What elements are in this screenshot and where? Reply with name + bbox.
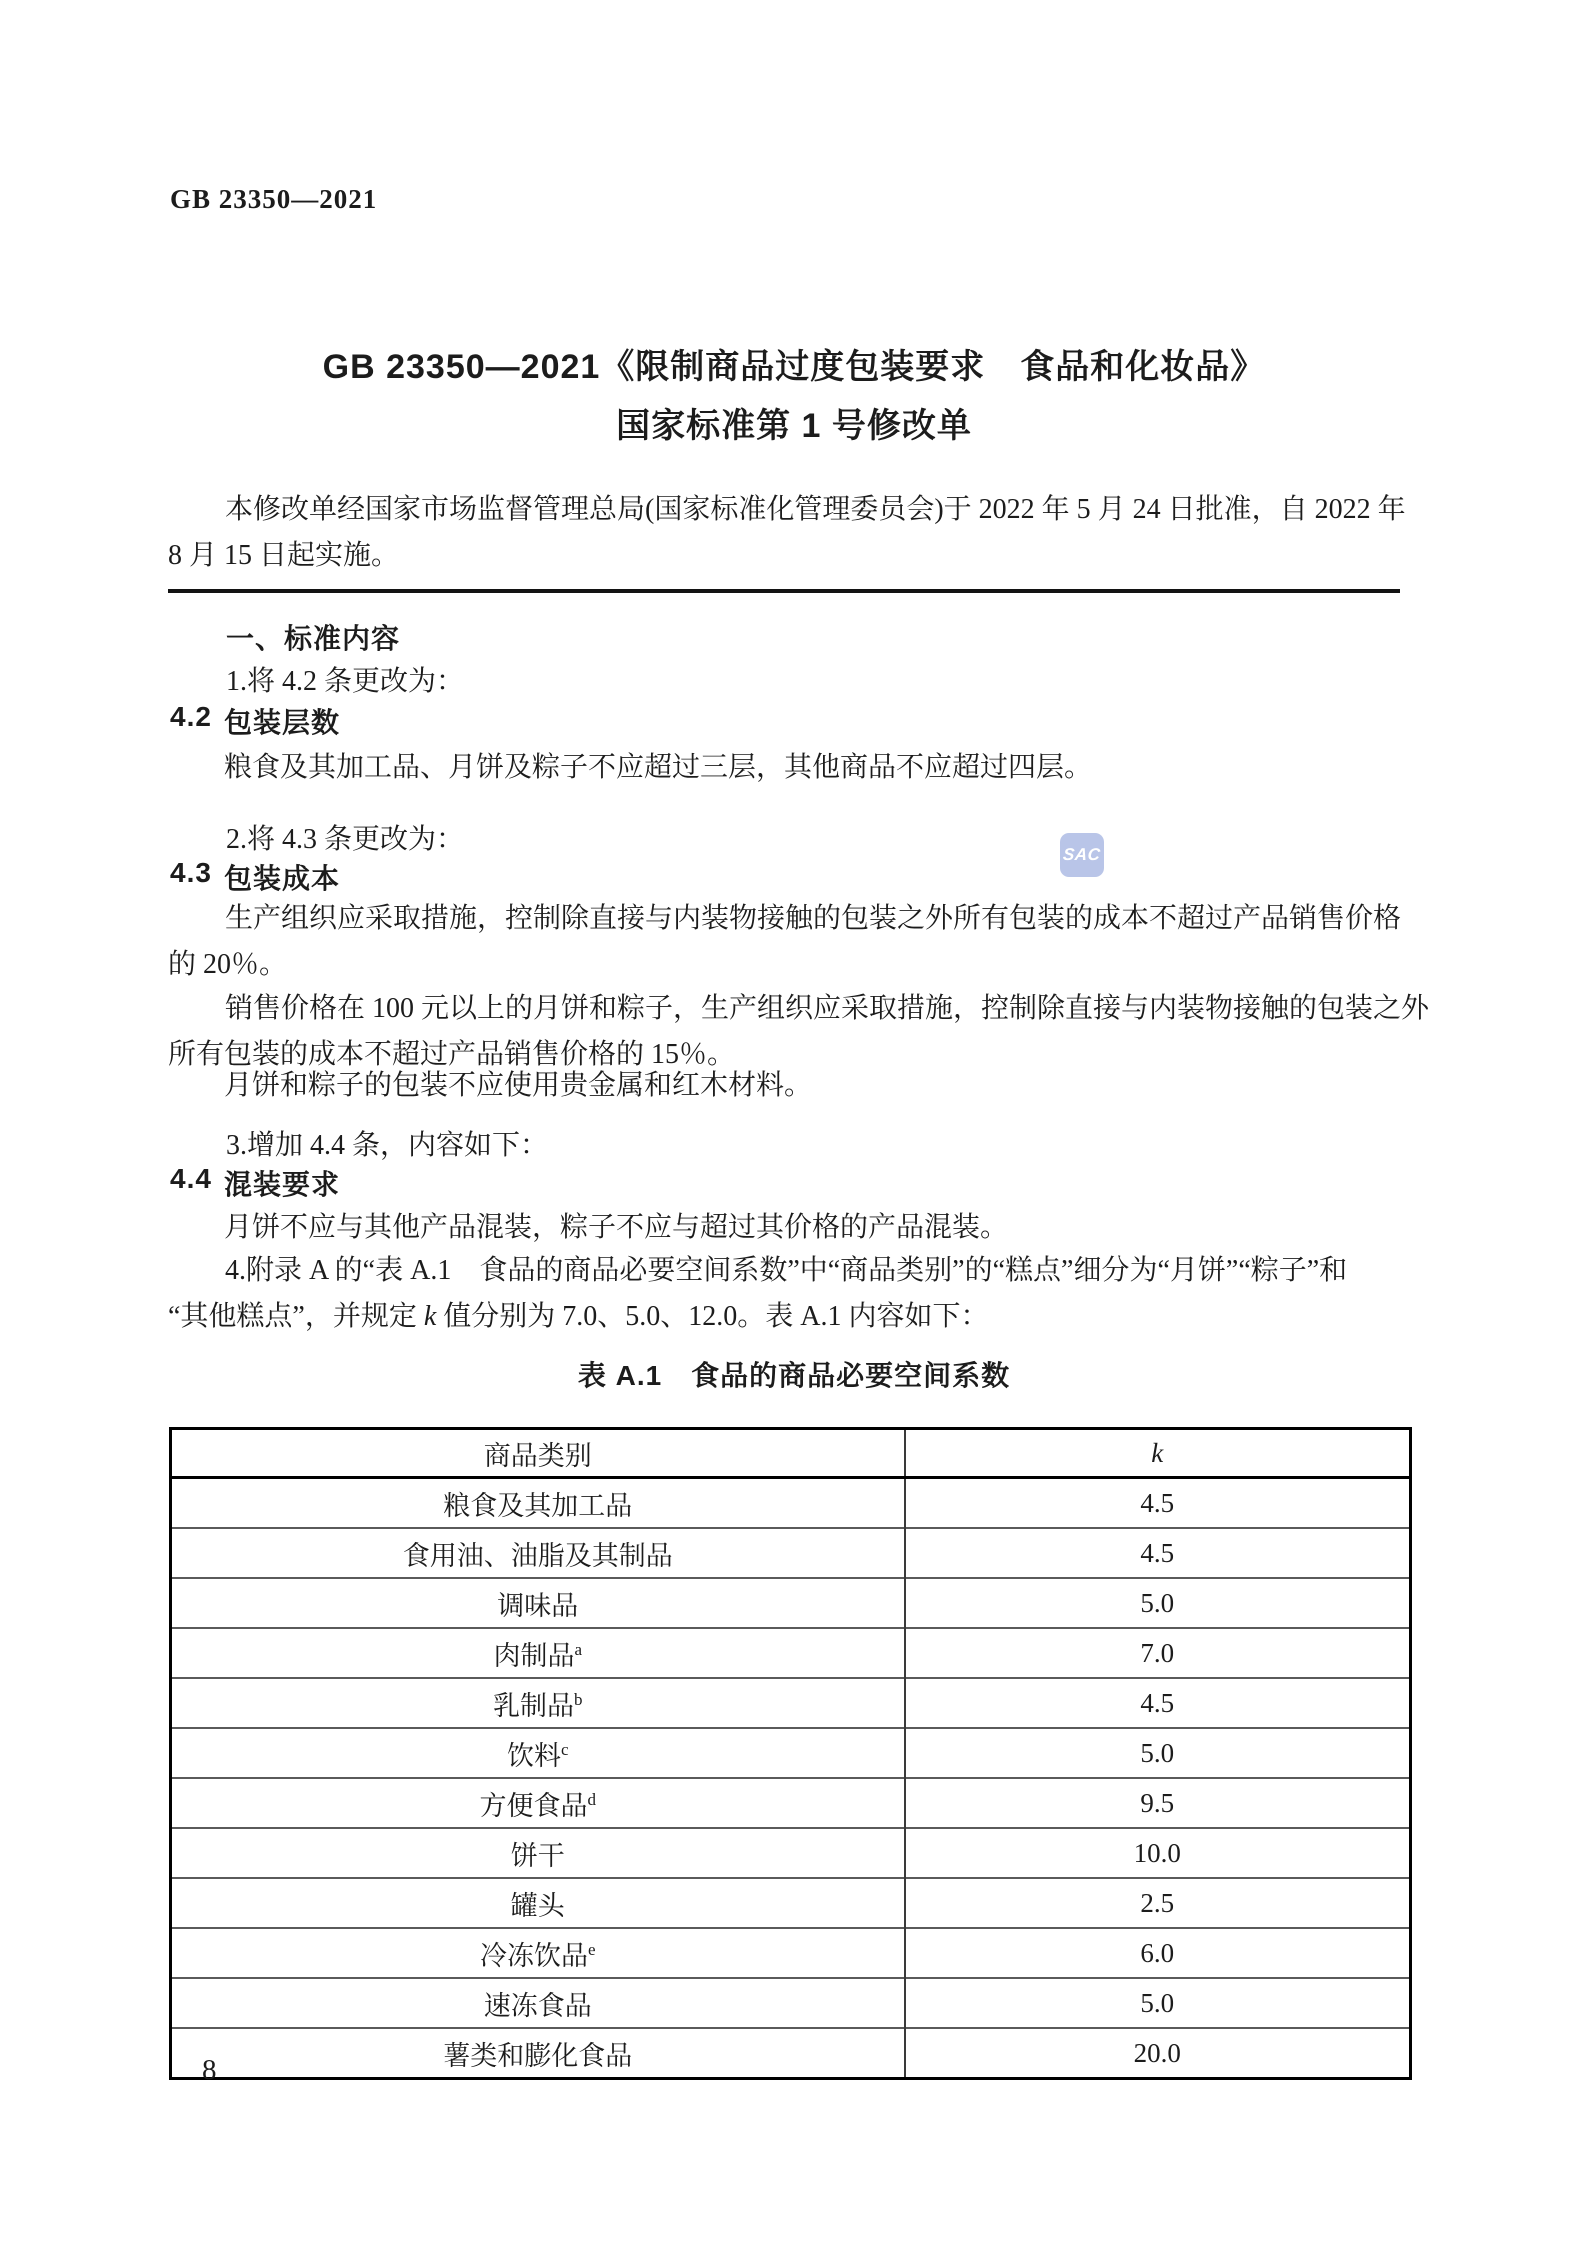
footnote-superscript: b <box>574 1689 583 1709</box>
approval-paragraph <box>168 487 1406 579</box>
table-header-row <box>171 1429 1411 1478</box>
clause-number: 4.4 <box>170 1163 212 1194</box>
table-row <box>171 2028 1411 2079</box>
clause-4-3-heading <box>170 857 340 897</box>
table-caption: 表 A.1 食品的商品必要空间系数 <box>577 1360 1011 1391</box>
clause-title: 包装层数 <box>224 707 341 738</box>
space-coefficient-table <box>169 1427 1412 2080</box>
clause-title: 混装要求 <box>224 1169 341 1200</box>
table-row <box>171 1528 1411 1578</box>
paragraph-line: 所有包装的成本不超过产品销售价格的 15％。 <box>168 1039 736 1070</box>
paragraph-line: 生产组织应采取措施，控制除直接与内装物接触的包装之外所有包装的成本不超过产品销售价格 <box>225 903 1402 934</box>
clause-4-3-paragraph3: 月饼和粽子的包装不应使用贵金属和红木材料。 <box>224 1070 813 1101</box>
category-text: 调味品 <box>497 1590 579 1621</box>
table-row <box>171 1878 1411 1928</box>
paragraph-line: 的 20％。 <box>168 949 288 980</box>
item-2: 2.将 4.3 条更改为： <box>226 824 465 855</box>
item-1: 1.将 4.2 条更改为： <box>226 666 465 697</box>
category-text: 方便食品 <box>479 1790 588 1821</box>
category-text: 饮料 <box>507 1740 562 1771</box>
clause-number: 4.3 <box>170 857 212 888</box>
sac-watermark <box>1060 833 1104 877</box>
k-value: 6.0 <box>1140 1937 1175 1968</box>
document-title-line2: 国家标准第 1 号修改单 <box>616 407 972 445</box>
clause-4-3-paragraph1 <box>168 896 1400 988</box>
table-row <box>171 1678 1411 1728</box>
table-row <box>171 1628 1411 1678</box>
clause-4-2-text: 粮食及其加工品、月饼及粽子不应超过三层，其他商品不应超过四层。 <box>224 752 1093 783</box>
k-value: 7.0 <box>1140 1637 1175 1668</box>
paragraph-line: 4.附录 A 的“表 A.1 食品的商品必要空间系数”中“商品类别”的“糕点”细分为“月饼”“粽子”和 <box>225 1255 1348 1286</box>
table-row <box>171 1928 1411 1978</box>
footnote-superscript: d <box>587 1789 597 1809</box>
category-text: 肉制品 <box>493 1640 575 1671</box>
column-header-category: 商品类别 <box>171 1429 905 1478</box>
category-text: 饼干 <box>510 1840 565 1871</box>
page-number: 8 <box>202 2054 217 2086</box>
approval-line1: 本修改单经国家市场监督管理总局(国家标准化管理委员会)于 2022 年 5 月 24 日批准，自 2022 年 <box>225 494 1406 525</box>
clause-4-4-heading <box>170 1163 340 1203</box>
footnote-superscript: a <box>574 1639 583 1659</box>
table-row <box>171 1578 1411 1628</box>
sac-watermark-label: SAC <box>1062 845 1102 864</box>
k-value: 9.5 <box>1140 1787 1175 1818</box>
table-row <box>171 1478 1411 1529</box>
footnote-superscript: e <box>588 1939 596 1959</box>
k-value: 4.5 <box>1140 1487 1175 1518</box>
clause-number: 4.2 <box>170 701 212 732</box>
category-text: 乳制品 <box>493 1690 575 1721</box>
k-value: 5.0 <box>1140 1987 1175 2018</box>
clause-4-2-heading <box>170 701 340 741</box>
table-row <box>171 1828 1411 1878</box>
paragraph-line <box>168 1294 1400 1340</box>
clause-title: 包装成本 <box>224 863 341 894</box>
item-3: 3.增加 4.4 条，内容如下： <box>226 1130 549 1161</box>
category-text: 罐头 <box>510 1890 565 1921</box>
section-divider-rule <box>168 589 1400 593</box>
k-value: 5.0 <box>1140 1587 1175 1618</box>
table-row <box>171 1978 1411 2028</box>
item-4-paragraph <box>168 1248 1400 1340</box>
table-row <box>171 1728 1411 1778</box>
standard-code: GB 23350—2021 <box>170 184 378 214</box>
k-value: 5.0 <box>1140 1737 1175 1768</box>
column-header-k: k <box>905 1429 1411 1478</box>
category-text: 薯类和膨化食品 <box>443 2040 633 2071</box>
section-heading: 一、标准内容 <box>226 623 401 654</box>
category-text: 粮食及其加工品 <box>443 1490 633 1521</box>
document-title-line1: GB 23350—2021《限制商品过度包装要求 食品和化妆品》 <box>322 348 1266 386</box>
k-value: 10.0 <box>1133 1837 1181 1868</box>
paragraph-line: 销售价格在 100 元以上的月饼和粽子，生产组织应采取措施，控制除直接与内装物接触的包装之外 <box>225 993 1430 1024</box>
footnote-superscript: c <box>561 1739 569 1759</box>
k-value: 4.5 <box>1140 1537 1175 1568</box>
paragraph-text: 值分别为 7.0、5.0、12.0。表 A.1 内容如下： <box>436 1301 989 1332</box>
clause-4-4-text: 月饼不应与其他产品混装，粽子不应与超过其价格的产品混装。 <box>224 1212 1009 1243</box>
category-text: 速冻食品 <box>483 1990 592 2021</box>
k-value: 2.5 <box>1140 1887 1175 1918</box>
approval-line2: 8 月 15 日起实施。 <box>168 540 400 571</box>
table-row <box>171 1778 1411 1828</box>
category-text: 食用油、油脂及其制品 <box>402 1540 673 1571</box>
category-text: 冷冻饮品 <box>480 1940 589 1971</box>
k-value: 20.0 <box>1133 2037 1181 2068</box>
paragraph-text: “其他糕点”，并规定 <box>168 1301 424 1332</box>
k-variable: k <box>423 1301 437 1332</box>
k-value: 4.5 <box>1140 1687 1175 1718</box>
